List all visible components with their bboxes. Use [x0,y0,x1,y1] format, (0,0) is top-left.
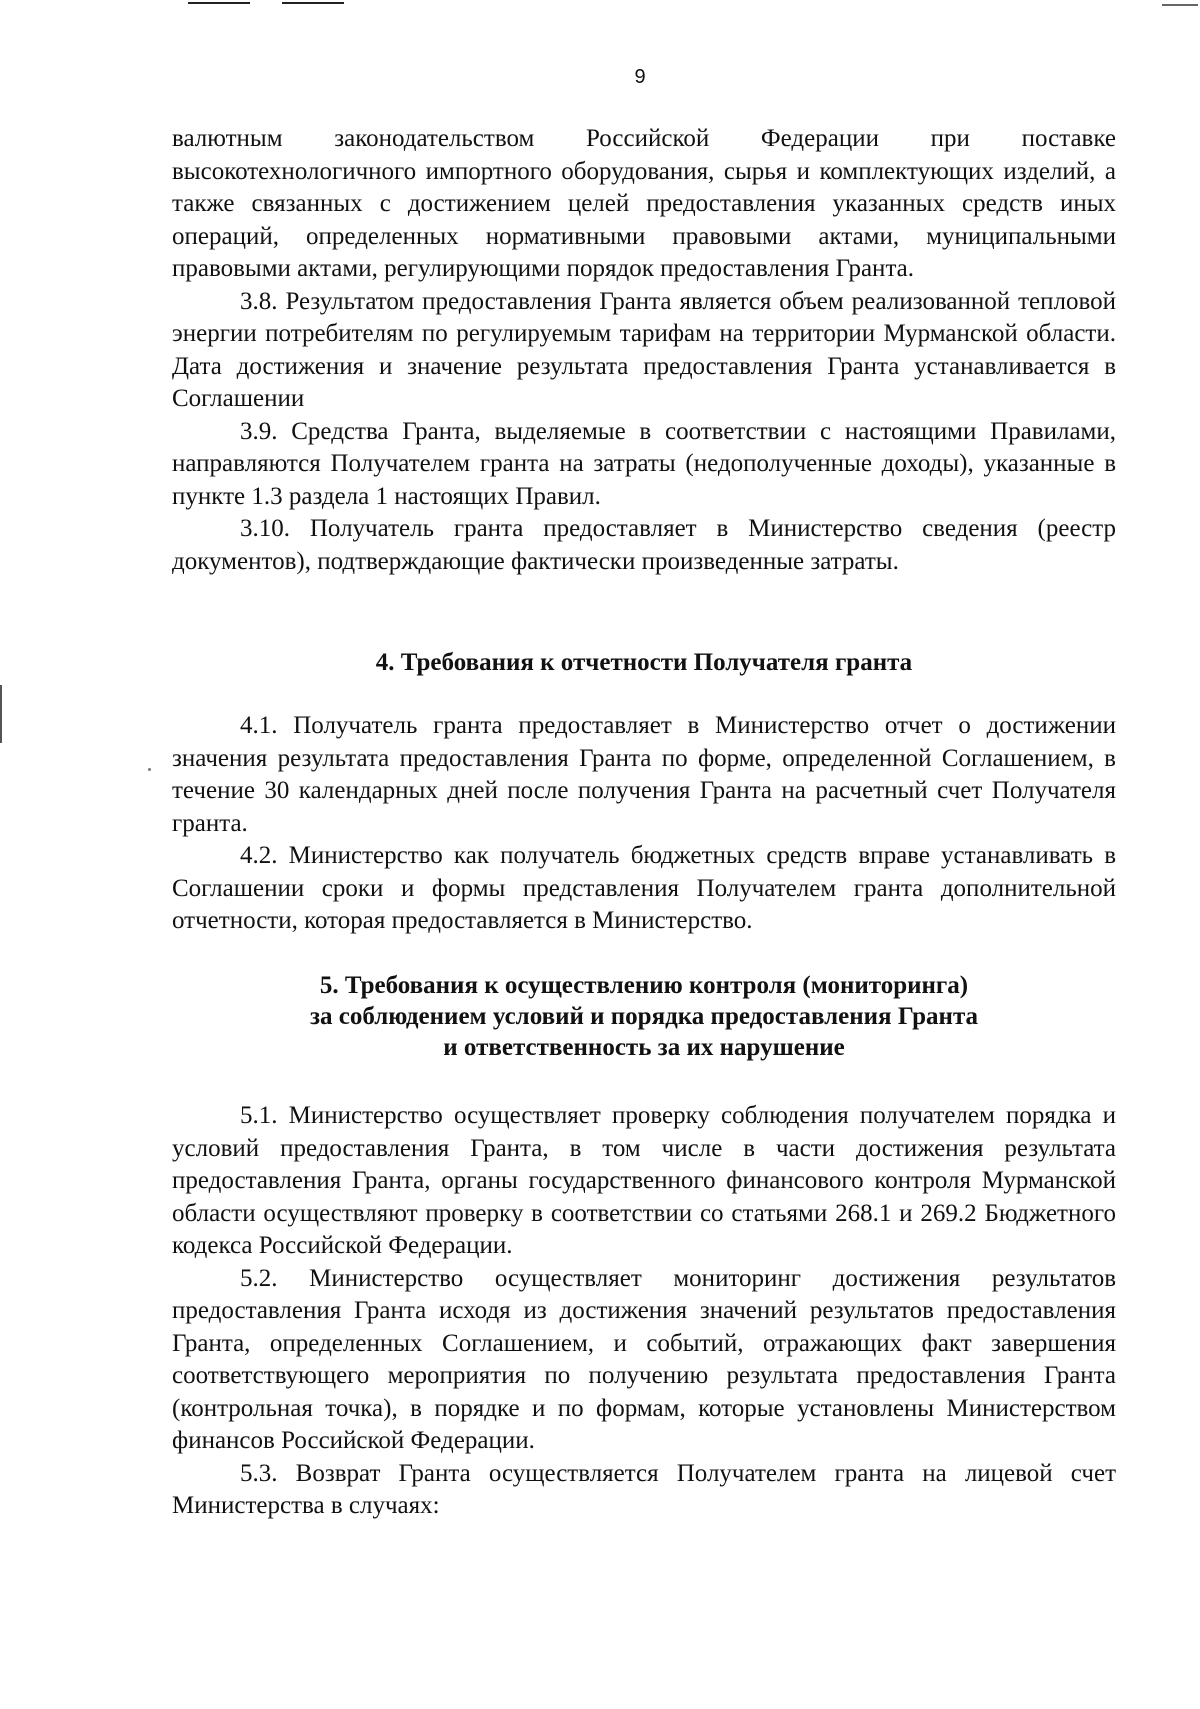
section4-body [172,710,1116,938]
paragraph-5-3: 5.3. Возврат Гранта осуществляется Получателем гранта на лицевой счет Министерства в случаях: [172,1459,1116,1519]
page-number: 9 [634,66,646,88]
section5-heading-line: 5. Требования к осуществлению контроля (мониторинга) [319,972,969,999]
scan-artifact-line [188,2,250,4]
scan-artifact-line [282,2,344,4]
section5-heading [172,970,1116,1063]
paragraph-5-1: 5.1. Министерство осуществляет проверку соблюдения получателем порядка и условий предоставления Гранта, в том числе в части достижения результата предоставления Гранта, органы государственного финансового контроля Мурманской области осуществляют проверку в соответствии со статьями 268.1 и 269.2 Бюджетного кодекса Российской Федерации. [172,1102,1116,1259]
section5-body [172,1100,1116,1523]
paragraph-3-9: 3.9. Средства Гранта, выделяемые в соответствии с настоящими Правилами, направляются Получателем гранта на затраты (недополученные доходы), указанные в пункте 1.3 раздела 1 настоящих Правил. [172,417,1116,510]
paragraph-3-8: 3.8. Результатом предоставления Гранта является объем реализованной тепловой энергии потребителям по регулируемым тарифам на территории Мурманской области. Дата достижения и значение результата предоставления Гранта устанавливается в Соглашении [172,287,1116,412]
section5-heading-line: и ответственность за их нарушение [443,1034,845,1061]
scan-artifact-line [1162,4,1198,6]
scan-artifact-edge [0,685,2,743]
section4-heading: 4. Требования к отчетности Получателя гранта [375,649,913,676]
paragraph-4-2: 4.2. Министерство как получатель бюджетных средств вправе устанавливать в Соглашении сроки и формы представления Получателем гранта дополнительной отчетности, которая предоставляется в Министерство. [172,842,1116,934]
paragraph-5-2: 5.2. Министерство осуществляет мониторинг достижения результатов предоставления Гранта исходя из достижения значений результатов предоставления Гранта, определенных Соглашением, и событий, отражающих факт завершения соответствующего мероприятия по получению результата предоставления Гранта (контрольная точка), в порядке и по формам, которые установлены Министерством финансов Российской Федерации. [172,1264,1116,1454]
section5-heading-line: за соблюдением условий и порядка предоставления Гранта [309,1003,979,1030]
paragraph-continuation: валютным законодательством Российской Федерации при поставке высокотехнологичного импортного оборудования, сырья и комплектующих изделий, а также связанных с достижением целей предоставления указанных средств иных операций, определенных нормативными правовыми актами, муниципальными правовыми актами, регулирующими порядок предоставления Гранта. [172,125,1116,282]
paragraph-4-1: 4.1. Получатель гранта предоставляет в Министерство отчет о достижении значения результата предоставления Гранта по форме, определенной Соглашением, в течение 30 календарных дней после получения Гранта на расчетный счет Получателя гранта. [172,712,1116,837]
section3-continuation [172,123,1116,578]
scan-artifact-dot [148,768,151,771]
paragraph-3-10: 3.10. Получатель гранта предоставляет в Министерство сведения (реестр документов), подтверждающие фактически произведенные затраты. [172,515,1116,575]
